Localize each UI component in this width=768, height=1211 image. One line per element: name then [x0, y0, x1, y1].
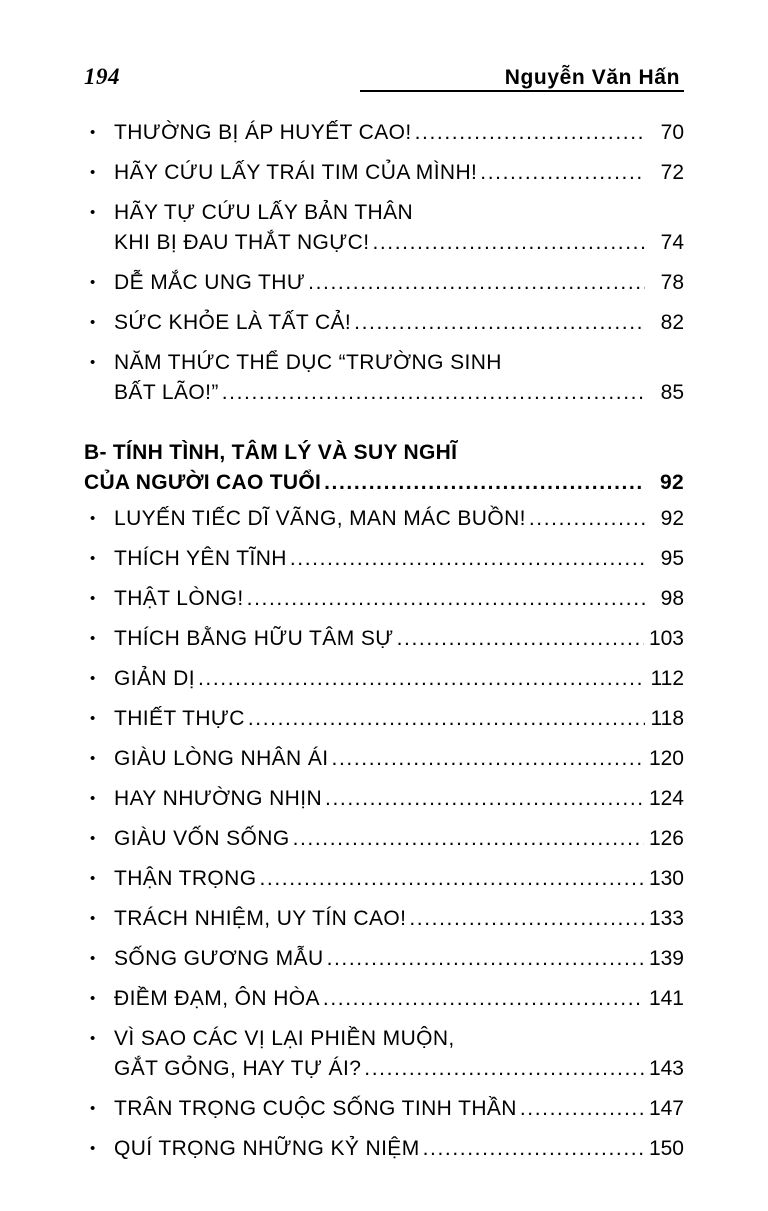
dot-leader	[308, 268, 645, 298]
toc-entry-page: 70	[660, 121, 684, 144]
dot-leader	[222, 378, 645, 408]
dot-leader	[323, 984, 644, 1014]
toc-entry[interactable]	[84, 118, 684, 148]
bullet-icon: •	[90, 950, 96, 967]
toc-entry[interactable]	[84, 268, 684, 298]
toc-entry-label: GIẢN DỊ	[114, 667, 195, 690]
toc-entry[interactable]	[84, 904, 684, 934]
page-number-folio: 194	[84, 64, 120, 89]
toc-entry-label: THIẾT THỰC	[114, 707, 245, 730]
dot-leader	[409, 904, 644, 934]
dot-leader	[290, 544, 645, 574]
toc-entry-page: 92	[660, 507, 684, 530]
toc-entry-label: THẬT LÒNG!	[114, 587, 244, 610]
bullet-icon: •	[90, 630, 96, 647]
bullet-icon: •	[90, 710, 96, 727]
toc-entry-label: THƯỜNG BỊ ÁP HUYẾT CAO!	[114, 121, 412, 144]
dot-leader	[460, 438, 681, 468]
toc-entry-label: DỄ MẮC UNG THƯ	[114, 271, 306, 294]
toc-entry[interactable]	[84, 584, 684, 614]
dot-leader	[364, 1054, 644, 1084]
toc-entry-page: 72	[660, 161, 684, 184]
bullet-icon: •	[90, 590, 96, 607]
toc-entry-label: TRÁCH NHIỆM, UY TÍN CAO!	[114, 907, 407, 930]
toc-entry[interactable]	[84, 784, 684, 814]
bullet-icon: •	[90, 870, 96, 887]
toc-entry[interactable]	[84, 1024, 684, 1084]
dot-leader	[324, 468, 645, 498]
toc-entry-label: HÃY CỨU LẤY TRÁI TIM CỦA MÌNH!	[114, 161, 478, 184]
toc-section-heading[interactable]	[84, 438, 684, 498]
toc-entry-page: 141	[648, 987, 684, 1010]
toc-entry-page: 124	[648, 787, 684, 810]
toc-entry[interactable]	[84, 744, 684, 774]
bullet-icon: •	[90, 670, 96, 687]
toc-entry-label: QUÍ TRỌNG NHỮNG KỶ NIỆM	[114, 1137, 420, 1160]
toc-entry-page: 95	[660, 547, 684, 570]
table-of-contents	[84, 118, 684, 1174]
dot-leader	[247, 584, 645, 614]
toc-entry-label: THÍCH BẰNG HỮU TÂM SỰ	[114, 627, 394, 650]
bullet-icon: •	[90, 830, 96, 847]
bullet-icon: •	[90, 790, 96, 807]
running-head-author: Nguyễn Văn Hấn	[504, 66, 680, 89]
toc-entry-page: 120	[648, 747, 684, 770]
dot-leader	[327, 944, 644, 974]
bullet-icon: •	[90, 314, 96, 331]
dot-leader	[520, 1094, 644, 1124]
dot-leader	[397, 624, 644, 654]
dot-leader	[416, 198, 681, 228]
toc-entry-label: GIÀU LÒNG NHÂN ÁI	[114, 747, 329, 770]
dot-leader	[423, 1134, 644, 1164]
toc-entry[interactable]	[84, 158, 684, 188]
toc-entry-page: 147	[648, 1097, 684, 1120]
header-rule	[360, 90, 684, 92]
toc-entry-label-line2: GẮT GỎNG, HAY TỰ ÁI?	[114, 1057, 362, 1080]
toc-entry-label: VÌ SAO CÁC VỊ LẠI PHIỀN MUỘN,	[114, 1027, 455, 1050]
toc-entry-page: 143	[648, 1057, 684, 1080]
bullet-icon: •	[90, 124, 96, 141]
toc-entry[interactable]	[84, 348, 684, 408]
bullet-icon: •	[90, 274, 96, 291]
toc-entry-label: SỐNG GƯƠNG MẪU	[114, 947, 324, 970]
toc-entry-label: ĐIỀM ĐẠM, ÔN HÒA	[114, 987, 320, 1010]
toc-entry[interactable]	[84, 624, 684, 654]
dot-leader	[505, 348, 681, 378]
dot-leader	[529, 504, 645, 534]
toc-entry-label: GIÀU VỐN SỐNG	[114, 827, 290, 850]
dot-leader	[248, 704, 645, 734]
toc-entry-page: 130	[648, 867, 684, 890]
page-header	[84, 50, 684, 90]
dot-leader	[293, 824, 644, 854]
toc-entry-label: SỨC KHỎE LÀ TẤT CẢ!	[114, 311, 352, 334]
toc-entry-page: 133	[648, 907, 684, 930]
toc-entry-page: 150	[648, 1137, 684, 1160]
toc-entry-page: 103	[648, 627, 684, 650]
toc-entry-label: NĂM THỨC THỂ DỤC “TRƯỜNG SINH	[114, 351, 502, 374]
bullet-icon: •	[90, 204, 96, 221]
toc-section-label: B- TÍNH TÌNH, TÂM LÝ VÀ SUY NGHĨ	[84, 441, 458, 464]
toc-entry-page: 126	[648, 827, 684, 850]
toc-entry-label: HAY NHƯỜNG NHỊN	[114, 787, 323, 810]
toc-entry-page: 112	[650, 667, 684, 690]
bullet-icon: •	[90, 1140, 96, 1157]
toc-section-page: 92	[660, 471, 684, 494]
toc-entry[interactable]	[84, 308, 684, 338]
toc-entry-page: 118	[650, 707, 684, 730]
bullet-icon: •	[90, 510, 96, 527]
bullet-icon: •	[90, 354, 96, 371]
dot-leader	[325, 784, 644, 814]
toc-entry[interactable]	[84, 1134, 684, 1164]
dot-leader	[372, 228, 645, 258]
toc-section-label-line2: CỦA NGƯỜI CAO TUỔI	[84, 471, 322, 494]
toc-entry[interactable]	[84, 504, 684, 534]
toc-entry-label-line2: BẤT LÃO!”	[114, 381, 219, 404]
dot-leader	[458, 1024, 681, 1054]
bullet-icon: •	[90, 164, 96, 181]
toc-entry-page: 139	[648, 947, 684, 970]
toc-entry[interactable]	[84, 824, 684, 854]
dot-leader	[480, 158, 645, 188]
toc-entry[interactable]	[84, 944, 684, 974]
toc-entry-label: THÍCH YÊN TĨNH	[114, 547, 287, 570]
toc-entry-label: LUYẾN TIẾC DĨ VÃNG, MAN MÁC BUỒN!	[114, 507, 526, 530]
toc-entry-label-line2: KHI BỊ ĐAU THẮT NGỰC!	[114, 231, 370, 254]
toc-entry-page: 82	[660, 311, 684, 334]
toc-entry-page: 98	[660, 587, 684, 610]
toc-entry-label: HÃY TỰ CỨU LẤY BẢN THÂN	[114, 201, 414, 224]
toc-entry-page: 74	[660, 231, 684, 254]
toc-entry[interactable]	[84, 198, 684, 258]
toc-entry[interactable]	[84, 704, 684, 734]
bullet-icon: •	[90, 750, 96, 767]
toc-entry[interactable]	[84, 864, 684, 894]
bullet-icon: •	[90, 550, 96, 567]
bullet-icon: •	[90, 990, 96, 1007]
toc-entry[interactable]	[84, 544, 684, 574]
toc-entry[interactable]	[84, 664, 684, 694]
toc-entry-label: TRÂN TRỌNG CUỘC SỐNG TINH THẦN	[114, 1097, 517, 1120]
toc-entry[interactable]	[84, 984, 684, 1014]
dot-leader	[332, 744, 644, 774]
toc-entry-page: 78	[660, 271, 684, 294]
toc-entry-page: 85	[660, 381, 684, 404]
dot-leader	[198, 664, 645, 694]
bullet-icon: •	[90, 910, 96, 927]
dot-leader	[415, 118, 645, 148]
dot-leader	[259, 864, 644, 894]
bullet-icon: •	[90, 1100, 96, 1117]
toc-entry-label: THẬN TRỌNG	[114, 867, 257, 890]
bullet-icon: •	[90, 1030, 96, 1047]
toc-entry[interactable]	[84, 1094, 684, 1124]
dot-leader	[354, 308, 645, 338]
